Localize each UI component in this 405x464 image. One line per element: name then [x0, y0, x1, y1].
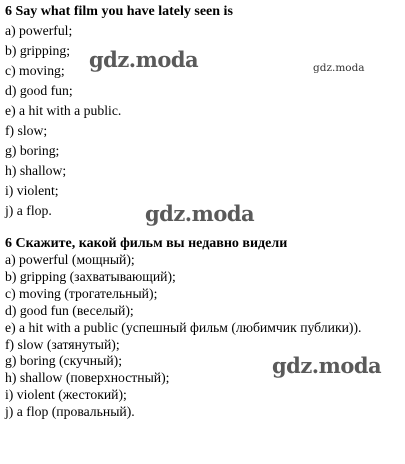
english-item: h) shallow;	[5, 163, 67, 178]
english-item: a) powerful;	[5, 23, 73, 38]
russian-item: f) slow (затянутый);	[5, 336, 120, 352]
english-item: i) violent;	[5, 183, 59, 198]
watermark: gdz.moda	[89, 47, 199, 72]
english-item: f) slow;	[5, 123, 48, 138]
russian-item: g) boring (скучный);	[5, 353, 123, 369]
russian-item: a) powerful (мощный);	[5, 252, 135, 267]
russian-item: e) a hit with a public (успешный фильм (любимчик публики)).	[5, 319, 362, 335]
english-item: d) good fun;	[5, 83, 73, 98]
watermark: gdz.moda	[145, 201, 255, 226]
watermark: gdz.moda	[313, 62, 365, 74]
english-item: b) gripping;	[5, 43, 71, 58]
english-heading: 6 Say what film you have lately seen is	[5, 4, 233, 19]
russian-heading: 6 Скажите, какой фильм вы недавно видели	[5, 236, 288, 251]
watermark: gdz.moda	[272, 353, 382, 378]
english-item: e) a hit with a public.	[5, 103, 122, 118]
russian-item-list	[5, 252, 361, 421]
russian-item: b) gripping (захватывающий);	[5, 268, 176, 284]
english-item: c) moving;	[5, 63, 65, 78]
russian-item: j) a flop (провальный).	[5, 404, 135, 420]
russian-item: i) violent (жестокий);	[5, 387, 127, 403]
english-item: g) boring;	[5, 143, 60, 158]
russian-item: h) shallow (поверхностный);	[5, 370, 170, 386]
russian-item: c) moving (трогательный);	[5, 285, 158, 301]
english-item: j) a flop.	[5, 203, 52, 218]
russian-item: d) good fun (веселый);	[5, 302, 134, 318]
